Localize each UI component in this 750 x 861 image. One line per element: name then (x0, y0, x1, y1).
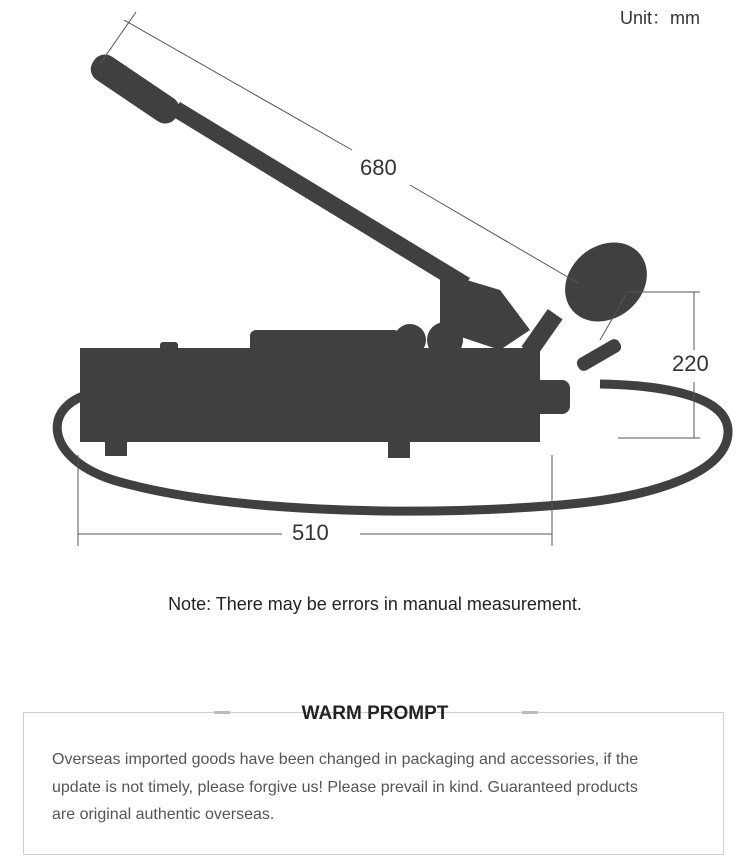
measurement-note: Note: There may be errors in manual measurement. (168, 594, 582, 614)
warm-prompt-title: WARM PROMPT (301, 703, 449, 724)
pump-silhouette (80, 49, 570, 458)
warm-prompt-line: are original authentic overseas. (52, 806, 275, 823)
dimension-handle-length: 680 (356, 155, 401, 181)
dimension-height: 220 (668, 351, 713, 377)
warm-prompt-line: update is not timely, please forgive us! Please prevail in kind. Guaranteed products (52, 778, 638, 796)
warm-prompt-text (52, 746, 712, 829)
warm-prompt-line: Overseas imported goods have been changed in packaging and accessories, if the (52, 751, 639, 768)
unit-label: Unit：mm (620, 8, 700, 28)
coupler (575, 337, 624, 373)
dimension-base-length: 510 (288, 520, 333, 546)
